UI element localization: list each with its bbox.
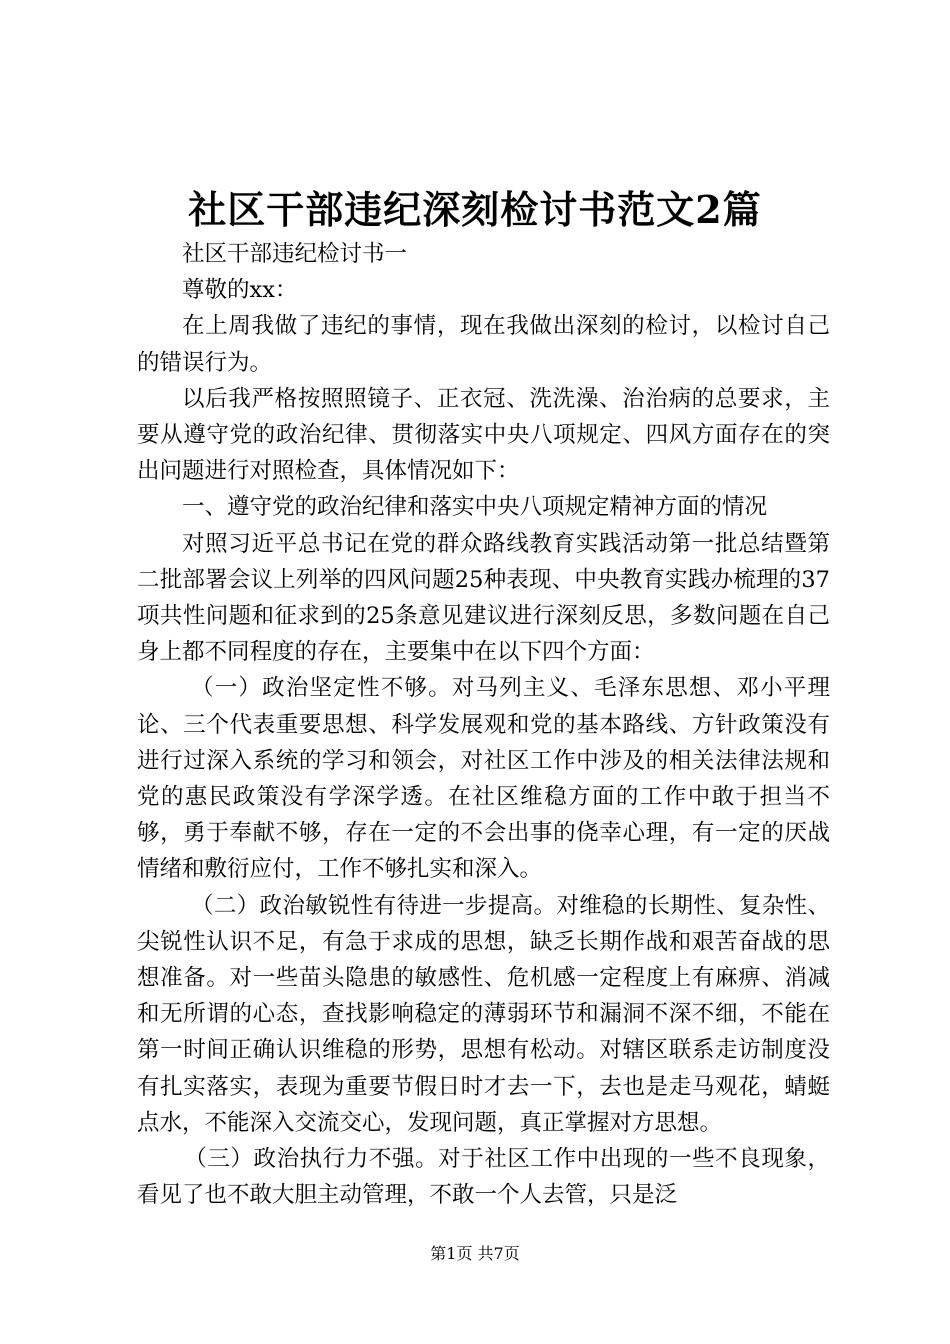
paragraph: （一）政治坚定性不够。对马列主义、毛泽东思想、邓小平理论、三个代表重要思想、科学发展观和党的基本路线、方针政策没有进行过深入系统的学习和领会，对社区工作中涉及的相关法律法规和党的惠民政策没有学深学透。在社区维稳方面的工作中敢于担当不够，勇于奉献不够，存在一定的不会出事的侥幸心理，有一定的厌战情绪和敷衍应付，工作不够扎实和深入。 — [137, 675, 830, 883]
paragraph: 在上周我做了违纪的事情，现在我做出深刻的检讨，以检讨自己的错误行为。 — [137, 313, 830, 376]
subsection-heading: 一、遵守党的政治纪律和落实中央八项规定精神方面的情况 — [182, 494, 768, 521]
document-title: 社区干部违纪深刻检讨书范文2篇 — [188, 187, 762, 232]
paragraph: 以后我严格按照照镜子、正衣冠、洗洗澡、治治病的总要求，主要从遵守党的政治纪律、贯彻落实中央八项规定、四风方面存在的突出问题进行对照检查，具体情况如下： — [137, 385, 830, 485]
paragraph: （三）政治执行力不强。对于社区工作中出现的一些不良现象，看见了也不敢大胆主动管理，不敢一个人去管，只是泛 — [137, 1146, 830, 1209]
document-body — [137, 236, 830, 1213]
salutation: 尊敬的xx： — [182, 277, 298, 304]
section-heading: 社区干部违纪检讨书一 — [182, 241, 408, 267]
paragraph: （二）政治敏锐性有待进一步提高。对维稳的长期性、复杂性、尖锐性认识不足，有急于求成的思想，缺乏长期作战和艰苦奋战的思想准备。对一些苗头隐患的敏感性、危机感一定程度上有麻痹、消减和无所谓的心态，查找影响稳定的薄弱环节和漏洞不深不细，不能在第一时间正确认识维稳的形势，思想有松动。对辖区联系走访制度没有扎实落实，表现为重要节假日时才去一下，去也是走马观花，蜻蜓点水，不能深入交流交心，发现问题，真正掌握对方思想。 — [137, 892, 830, 1136]
page-number: 第1页 共7页 — [430, 1244, 520, 1263]
paragraph: 对照习近平总书记在党的群众路线教育实践活动第一批总结暨第二批部署会议上列举的四风问题25种表现、中央教育实践办梳理的37项共性问题和征求到的25条意见建议进行深刻反思，多数问题在自己身上都不同程度的存在，主要集中在以下四个方面： — [137, 530, 830, 666]
